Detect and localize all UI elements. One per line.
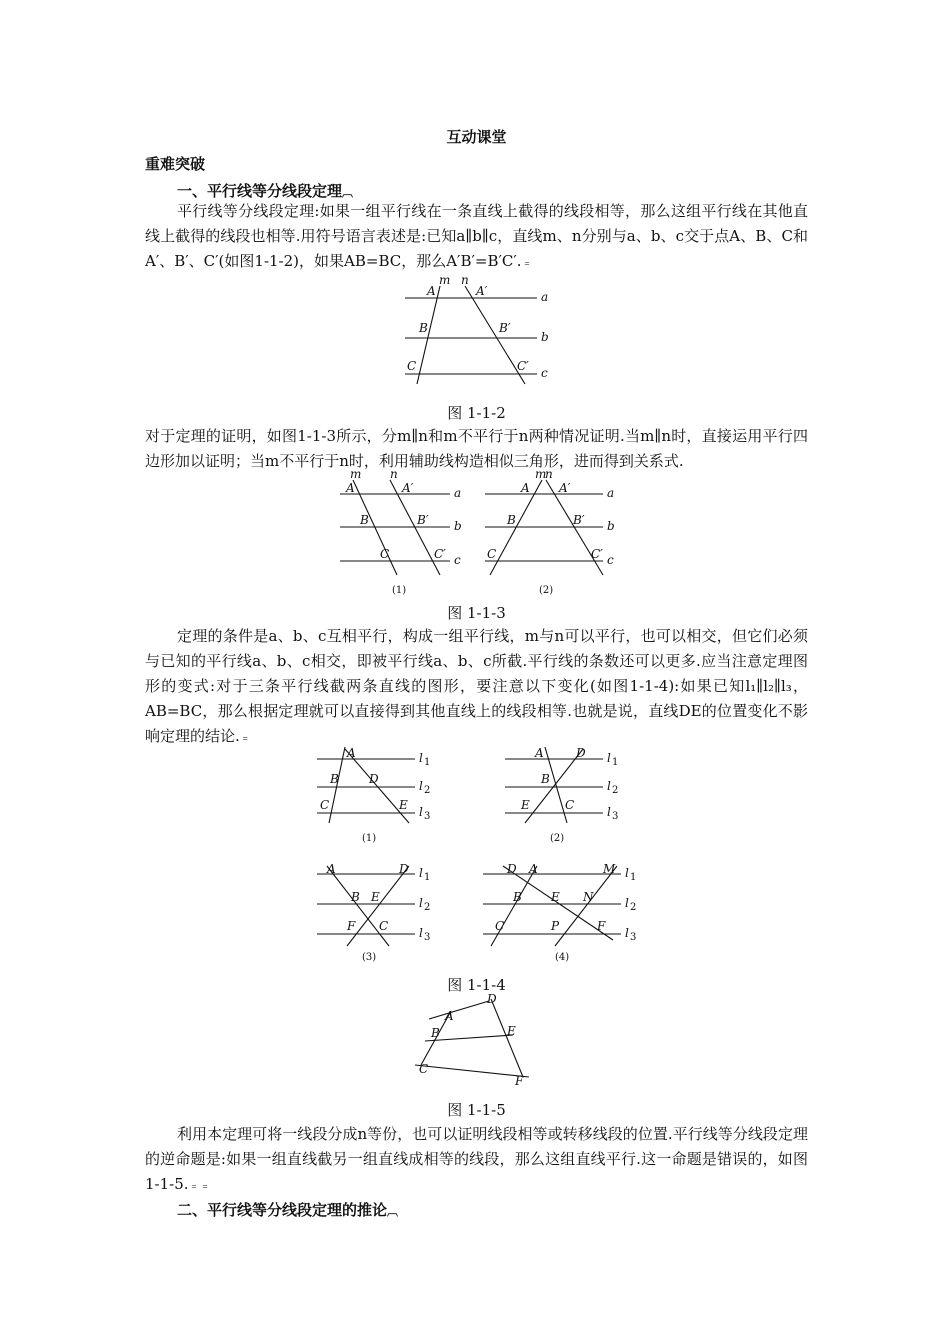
svg-text:1: 1 bbox=[630, 872, 637, 883]
svg-text:1: 1 bbox=[424, 872, 431, 883]
svg-text:m: m bbox=[439, 273, 451, 287]
paragraph-conditions: 定理的条件是a、b、c互相平行，构成一组平行线，m与n可以平行，也可以相交，但它们必须与已知的平行线a、b、c相交，即被平行线a、b、c所截.平行线的条数还可以更多.应当注意定理图形的变式:对于三条平行线截两条直线的图形，要注意以下变化(如图1-1-4):如果已知l₁∥l₂∥l₃，AB=BC，那么根据定理就可以直接得到其他直线上的线段相等.也就是说，直线DE的位置变化不影响定理的结论.﹦ bbox=[145, 627, 808, 745]
svg-text:A: A bbox=[535, 746, 544, 760]
svg-text:(4): (4) bbox=[555, 952, 570, 963]
paragraph-proof: 对于定理的证明，如图1-1-3所示，分m∥n和m不平行于n两种情况证明.当m∥n时，直接运用平行四边形加以证明；当m不平行于n时，利用辅助线构造相似三角形，进而得到关系式. bbox=[145, 427, 808, 470]
svg-text:l: l bbox=[625, 866, 629, 880]
svg-text:B: B bbox=[360, 513, 369, 527]
svg-text:2: 2 bbox=[630, 902, 637, 913]
svg-text:2: 2 bbox=[612, 785, 619, 796]
svg-text:(3): (3) bbox=[362, 952, 377, 963]
svg-text:B: B bbox=[330, 772, 339, 786]
heading-corollary: 二、平行线等分线段定理的推论︹ bbox=[177, 1201, 399, 1219]
svg-text:F: F bbox=[347, 919, 356, 933]
svg-text:B′: B′ bbox=[499, 321, 511, 335]
figure-1-1-4-1 bbox=[317, 745, 442, 845]
svg-text:B′: B′ bbox=[417, 513, 429, 527]
section-heading: 重难突破 bbox=[145, 155, 206, 173]
svg-text:a: a bbox=[607, 486, 615, 500]
svg-text:l: l bbox=[607, 751, 611, 765]
svg-text:a: a bbox=[541, 290, 549, 304]
figure-1-1-3-2 bbox=[485, 467, 625, 597]
svg-text:c: c bbox=[541, 366, 548, 380]
svg-text:l: l bbox=[607, 779, 611, 793]
svg-text:D: D bbox=[487, 992, 497, 1006]
svg-text:M: M bbox=[603, 862, 616, 876]
svg-text:1: 1 bbox=[612, 757, 619, 768]
svg-text:m: m bbox=[535, 467, 547, 481]
page-title: 互动课堂 bbox=[446, 128, 507, 146]
svg-text:b: b bbox=[541, 330, 549, 344]
svg-text:E: E bbox=[371, 890, 380, 904]
svg-text:B: B bbox=[513, 890, 522, 904]
svg-text:c: c bbox=[454, 553, 461, 567]
svg-text:A′: A′ bbox=[476, 284, 488, 298]
svg-text:B: B bbox=[431, 1026, 440, 1040]
svg-text:C: C bbox=[407, 359, 417, 373]
figure-1-1-4-3 bbox=[317, 862, 442, 967]
line-n bbox=[465, 286, 525, 384]
svg-text:3: 3 bbox=[630, 932, 637, 943]
figure-1-1-4-4 bbox=[483, 862, 643, 967]
svg-text:3: 3 bbox=[424, 932, 431, 943]
caption-fig114: 图 1-1-4 bbox=[447, 976, 506, 994]
svg-text:D: D bbox=[369, 772, 379, 786]
svg-text:A: A bbox=[327, 862, 336, 876]
svg-text:(2): (2) bbox=[539, 585, 554, 596]
svg-text:A: A bbox=[427, 284, 436, 298]
svg-text:E: E bbox=[507, 1024, 516, 1038]
svg-text:l: l bbox=[625, 896, 629, 910]
svg-text:A: A bbox=[346, 481, 355, 495]
svg-text:C: C bbox=[419, 1062, 429, 1076]
svg-text:A′: A′ bbox=[559, 481, 571, 495]
svg-text:B: B bbox=[507, 513, 516, 527]
svg-text:E: E bbox=[551, 890, 560, 904]
figure-1-1-4-2 bbox=[505, 745, 630, 845]
svg-text:l: l bbox=[419, 896, 423, 910]
svg-text:A: A bbox=[529, 862, 538, 876]
svg-text:3: 3 bbox=[424, 811, 431, 822]
svg-text:C: C bbox=[379, 919, 389, 933]
caption-fig112: 图 1-1-2 bbox=[447, 404, 506, 422]
paragraph-theorem: 平行线等分线段定理:如果一组平行线在一条直线上截得的线段相等，那么这组平行线在其他直线上截得的线段也相等.用符号语言表述是:已知a∥b∥c，直线m、n分别与a、b、c交于点A、B、C和A′、B′、C′(如图1-1-2)，如果AB=BC，那么A′B′=B′C′.﹦ bbox=[145, 202, 808, 270]
svg-text:C: C bbox=[380, 547, 390, 561]
svg-text:(1): (1) bbox=[392, 585, 407, 596]
svg-text:l: l bbox=[419, 926, 423, 940]
svg-text:C′: C′ bbox=[591, 547, 603, 561]
svg-text:A: A bbox=[347, 746, 356, 760]
line-m bbox=[417, 286, 440, 384]
svg-text:a: a bbox=[454, 486, 462, 500]
paragraph-converse: 利用本定理可将一线段分成n等份，也可以证明线段相等或转移线段的位置.平行线等分线段定理的逆命题是:如果一组直线截另一组直线成相等的线段，那么这组直线平行.这一命题是错误的，如图1-1-5.﹦﹦ bbox=[145, 1125, 808, 1193]
svg-text:b: b bbox=[607, 519, 615, 533]
figure-1-1-5 bbox=[415, 993, 545, 1093]
svg-text:D: D bbox=[576, 746, 586, 760]
svg-text:1: 1 bbox=[424, 757, 431, 768]
svg-text:B: B bbox=[419, 321, 428, 335]
svg-text:D: D bbox=[399, 862, 409, 876]
svg-text:C: C bbox=[487, 547, 497, 561]
svg-text:l: l bbox=[419, 751, 423, 765]
svg-text:C′: C′ bbox=[434, 547, 446, 561]
svg-text:m: m bbox=[350, 467, 362, 481]
svg-text:l: l bbox=[625, 926, 629, 940]
heading-theorem: 一、平行线等分线段定理︹ bbox=[177, 182, 354, 200]
svg-text:P: P bbox=[551, 919, 560, 933]
svg-text:B: B bbox=[351, 890, 360, 904]
svg-text:n: n bbox=[461, 273, 469, 287]
svg-text:F: F bbox=[597, 919, 606, 933]
svg-text:2: 2 bbox=[424, 902, 431, 913]
svg-text:C: C bbox=[565, 798, 575, 812]
svg-text:l: l bbox=[419, 805, 423, 819]
svg-text:E: E bbox=[399, 798, 408, 812]
svg-text:l: l bbox=[419, 866, 423, 880]
svg-text:D: D bbox=[507, 862, 517, 876]
svg-text:C: C bbox=[320, 798, 330, 812]
caption-fig115: 图 1-1-5 bbox=[447, 1101, 506, 1119]
svg-text:N: N bbox=[583, 890, 594, 904]
figure-1-1-2 bbox=[395, 273, 565, 388]
svg-text:(2): (2) bbox=[550, 833, 565, 844]
svg-text:3: 3 bbox=[612, 811, 619, 822]
svg-text:A: A bbox=[521, 481, 530, 495]
svg-text:C: C bbox=[495, 919, 505, 933]
svg-text:n: n bbox=[390, 467, 398, 481]
svg-text:n: n bbox=[545, 467, 553, 481]
svg-text:l: l bbox=[419, 779, 423, 793]
caption-fig113: 图 1-1-3 bbox=[447, 604, 506, 622]
svg-text:C′: C′ bbox=[517, 359, 529, 373]
svg-text:A′: A′ bbox=[402, 481, 414, 495]
svg-text:B: B bbox=[541, 772, 550, 786]
svg-text:c: c bbox=[607, 553, 614, 567]
svg-text:B′: B′ bbox=[573, 513, 585, 527]
svg-text:F: F bbox=[515, 1074, 524, 1088]
svg-text:(1): (1) bbox=[362, 833, 377, 844]
figure-1-1-3-1 bbox=[340, 467, 470, 597]
svg-text:b: b bbox=[454, 519, 462, 533]
svg-text:A: A bbox=[445, 1009, 454, 1023]
svg-text:E: E bbox=[521, 798, 530, 812]
svg-text:l: l bbox=[607, 805, 611, 819]
svg-text:2: 2 bbox=[424, 785, 431, 796]
